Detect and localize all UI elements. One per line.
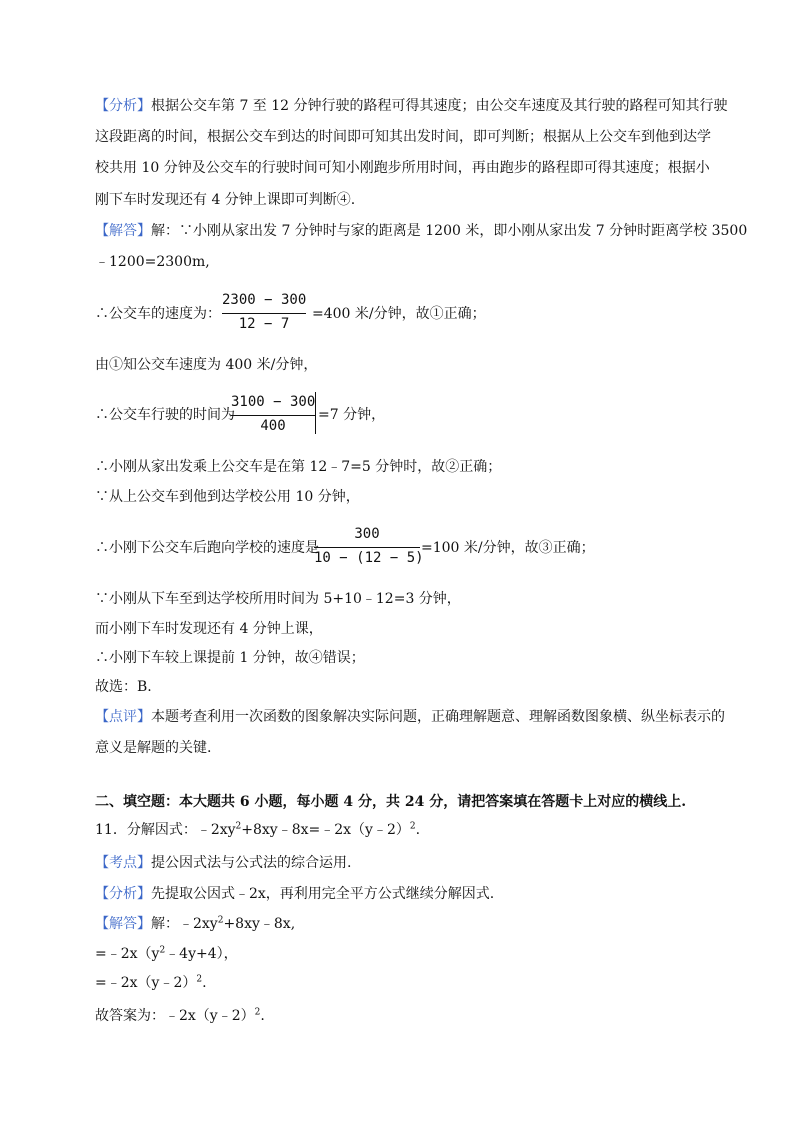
solution2-text-1a: 解：﹣2xy [151, 916, 218, 932]
solution2-text-2a: =﹣2x（y [95, 946, 160, 962]
q11-text-e: . [415, 822, 421, 838]
q11-exp-1: 2 [235, 821, 242, 832]
fraction-bar [314, 547, 420, 548]
q11-text-a: 11．分解因式：﹣2xy [95, 822, 236, 838]
analysis2-line [95, 884, 494, 904]
comment-line-2: 意义是解题的关键. [95, 740, 212, 756]
question-11 [95, 820, 420, 840]
bus-speed-result: =400 米/分钟，故①正确； [312, 306, 486, 322]
remaining-time-line: 而小刚下车时发现还有 4 分钟上课， [95, 621, 323, 637]
comment-text-1: 本题考查利用一次函数的图象解决实际问题，正确理解题意、理解函数图象横、纵坐标表示的 [151, 709, 725, 725]
solution-text-1: 解：∵小刚从家出发 7 分钟时与家的距离是 1200 米，即小刚从家出发 7 分钟时距离学校 3500 [151, 223, 748, 239]
analysis-line-2: 这段距离的时间，根据公交车到达的时间即可知其出发时间，即可判断；根据从上公交车到他到达学 [95, 129, 711, 145]
q11-exp-2: 2 [409, 821, 416, 832]
solution2-text-3c: . [202, 975, 207, 991]
bus-speed-known: 由①知公交车速度为 400 米/分钟， [95, 357, 318, 373]
analysis-tag: 【分析】 [95, 98, 151, 114]
early-arrival-line: ∴小刚下车较上课提前 1 分钟，故④错误； [95, 650, 365, 666]
solution2-line-3 [95, 973, 207, 993]
walk-time-line: ∵小刚从下车至到达学校所用时间为 5+10﹣12=3 分钟， [95, 591, 461, 607]
solution2-text-1c: +8xy﹣8x, [223, 916, 296, 932]
solution2-tag: 【解答】 [95, 916, 151, 932]
fraction-numerator: 2300 − 300 [222, 292, 307, 308]
bus-time-prefix: ∴公交车行驶的时间为 [95, 407, 235, 423]
run-speed-prefix: ∴小刚下公交车后跑向学校的速度是 [95, 540, 319, 556]
board-time-line: ∴小刚从家出发乘上公交车是在第 12﹣7=5 分钟时，故②正确； [95, 459, 502, 475]
comment-line-1 [95, 707, 725, 727]
kaodian-tag: 【考点】 [95, 855, 151, 871]
solution2-exp-3: 2 [196, 974, 203, 985]
analysis-line-3: 校共用 10 分钟及公交车的行驶时间可知小刚跑步所用时间，再由跑步的路程即可得其速度；根据小 [95, 160, 710, 176]
q11-text-c: +8xy﹣8x=﹣2x（y﹣2） [241, 822, 410, 838]
fraction-bar [222, 313, 306, 314]
fraction-denominator: 400 [260, 418, 286, 434]
total-time-line: ∵从上公交车到他到达学校公用 10 分钟， [95, 489, 360, 505]
solution-tag: 【解答】 [95, 223, 151, 239]
fraction-numerator: 3100 − 300 [231, 394, 316, 410]
run-speed-result: =100 米/分钟，故③正确； [421, 540, 595, 556]
final-answer-a: 故答案为：﹣2x（y﹣2） [95, 1008, 255, 1024]
analysis2-text: 先提取公因式﹣2x，再利用完全平方公式继续分解因式. [151, 886, 495, 902]
solution2-text-2c: ﹣4y+4）， [165, 946, 238, 962]
analysis-line-1 [95, 96, 728, 116]
cursor-line [315, 392, 316, 434]
kaodian-text: 提公因式法与公式法的综合运用. [151, 855, 352, 871]
bus-time-result: =7 分钟， [318, 407, 386, 423]
final-answer-c: . [260, 1008, 265, 1024]
solution2-line-2 [95, 944, 238, 964]
analysis2-tag: 【分析】 [95, 886, 151, 902]
solution2-exp-1: 2 [217, 915, 224, 926]
solution-line-1 [95, 221, 747, 241]
run-speed-fraction [314, 526, 424, 572]
solution2-line-1 [95, 914, 295, 934]
fraction-denominator: 12 − 7 [238, 316, 290, 332]
solution2-exp-2: 2 [159, 945, 166, 956]
answer-choice-line: 故选：B. [95, 679, 152, 695]
solution2-text-3a: =﹣2x（y﹣2） [95, 975, 197, 991]
bus-time-fraction [231, 394, 315, 440]
analysis-line-4: 刚下车时发现还有 4 分钟上课即可判断④. [95, 192, 356, 208]
fraction-numerator: 300 [354, 526, 380, 542]
final-answer-exp: 2 [254, 1007, 261, 1018]
bus-speed-prefix: ∴公交车的速度为： [95, 306, 221, 322]
final-answer-line [95, 1006, 265, 1026]
solution-line-2: ﹣1200=2300m, [95, 254, 210, 270]
analysis-text-1: 根据公交车第 7 至 12 分钟行驶的路程可得其速度；由公交车速度及其行驶的路程可知其行驶 [151, 98, 728, 114]
fraction-bar [231, 415, 315, 416]
kaodian-line [95, 853, 351, 873]
section-heading: 二、填空题：本大题共 6 小题，每小题 4 分，共 24 分，请把答案填在答题卡上对应的横线上. [95, 794, 687, 810]
comment-tag: 【点评】 [95, 709, 151, 725]
bus-speed-fraction [222, 292, 306, 338]
fraction-denominator: 10 − (12 − 5) [314, 550, 424, 566]
